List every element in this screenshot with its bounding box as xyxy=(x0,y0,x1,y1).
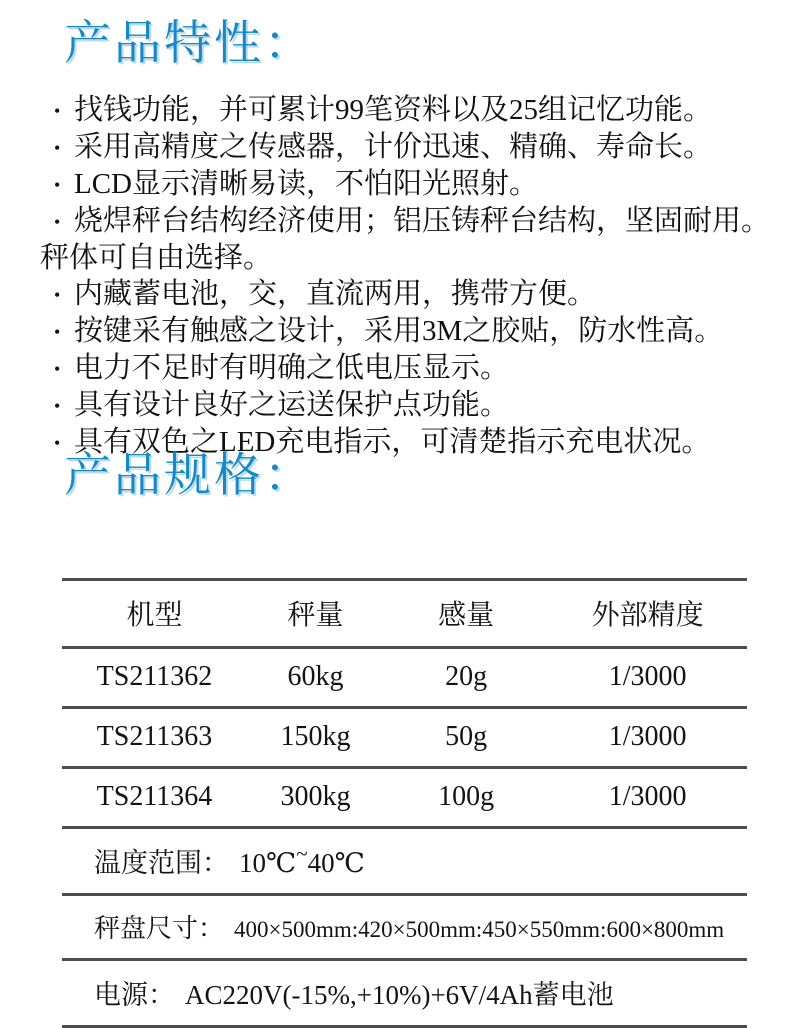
table-row-power xyxy=(62,960,747,1027)
table-row xyxy=(62,708,747,768)
col-header-model: 机型 xyxy=(126,600,183,631)
power-value: AC220V(-15%,+10%)+6V/4Ah蓄电池 xyxy=(185,980,614,1010)
bullet-icon: • xyxy=(54,101,61,121)
temperature-low: 10℃ xyxy=(239,848,297,878)
bullet-icon: • xyxy=(54,433,61,453)
cell-model: TS211364 xyxy=(96,781,213,812)
temperature-range-cell xyxy=(62,828,747,895)
cell-capacity: 60kg xyxy=(287,661,344,692)
feature-item xyxy=(40,313,788,350)
temperature-tilde: ~ xyxy=(296,841,308,866)
table-row-pan-size xyxy=(62,895,747,960)
cell-model: TS211363 xyxy=(96,721,213,752)
cell-division: 100g xyxy=(438,781,495,812)
cell-division: 20g xyxy=(445,661,488,692)
feature-item xyxy=(40,166,788,203)
feature-item xyxy=(40,92,788,129)
table-row xyxy=(62,648,747,708)
feature-text: 具有设计良好之运送保护点功能。 xyxy=(74,389,510,421)
bullet-icon: • xyxy=(54,285,61,305)
feature-item xyxy=(40,203,788,276)
feature-item xyxy=(40,276,788,313)
cell-division: 50g xyxy=(445,721,488,752)
features-list xyxy=(40,92,788,461)
table-header-row xyxy=(62,580,747,648)
bullet-icon: • xyxy=(54,138,61,158)
bullet-icon: • xyxy=(54,322,61,342)
cell-accuracy: 1/3000 xyxy=(608,721,687,752)
feature-text: 电力不足时有明确之低电压显示。 xyxy=(74,352,510,384)
feature-text: 按键采有触感之设计，采用3M之胶贴，防水性高。 xyxy=(74,315,724,347)
cell-accuracy: 1/3000 xyxy=(608,781,687,812)
bullet-icon: • xyxy=(54,396,61,416)
feature-item xyxy=(40,387,788,424)
temperature-high: 40℃ xyxy=(307,848,365,878)
bullet-icon: • xyxy=(54,175,61,195)
feature-text: 烧焊秤台结构经济使用；铝压铸秤台结构，坚固耐用。秤体可自由选择。 xyxy=(40,205,771,274)
specs-title: 产品规格： xyxy=(64,450,314,502)
bullet-icon: • xyxy=(54,359,61,379)
pan-size-cell xyxy=(62,895,747,960)
cell-accuracy: 1/3000 xyxy=(608,661,687,692)
features-title: 产品特性： xyxy=(64,18,314,70)
power-cell xyxy=(62,960,747,1027)
feature-text: 找钱功能，并可累计99笔资料以及25组记忆功能。 xyxy=(74,94,713,126)
specs-table xyxy=(62,578,747,1028)
feature-text: 具有双色之LED充电指示，可清楚指示充电状况。 xyxy=(74,426,711,458)
feature-text: 内藏蓄电池，交，直流两用，携带方便。 xyxy=(74,278,597,310)
cell-capacity: 300kg xyxy=(280,781,351,812)
cell-model: TS211362 xyxy=(96,661,213,692)
table-row xyxy=(62,768,747,828)
pan-size-label: 秤盘尺寸： xyxy=(94,914,225,943)
feature-text: LCD显示清晰易读，不怕阳光照射。 xyxy=(74,168,539,200)
feature-text: 采用高精度之传感器，计价迅速、精确、寿命长。 xyxy=(74,131,713,163)
col-header-accuracy: 外部精度 xyxy=(591,600,704,631)
power-label: 电源： xyxy=(94,980,175,1010)
bullet-icon: • xyxy=(54,212,61,232)
table-row-temperature xyxy=(62,828,747,895)
col-header-division: 感量 xyxy=(438,600,495,631)
cell-capacity: 150kg xyxy=(280,721,351,752)
col-header-capacity: 秤量 xyxy=(287,600,344,631)
pan-size-value: 400×500mm:420×500mm:450×550mm:600×800mm xyxy=(234,917,725,942)
feature-item xyxy=(40,350,788,387)
temperature-label: 温度范围： xyxy=(94,848,229,878)
feature-item xyxy=(40,129,788,166)
